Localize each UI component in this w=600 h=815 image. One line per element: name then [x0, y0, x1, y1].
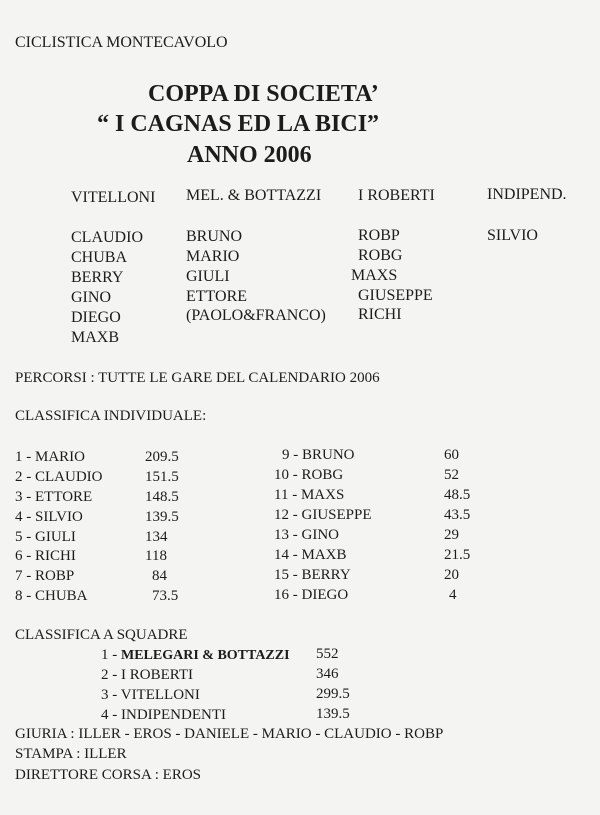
team-member: CLAUDIO	[71, 229, 143, 246]
team-member: DIEGO	[71, 309, 121, 326]
stampa-text: STAMPA : ILLER	[15, 746, 127, 762]
individual-points: 209.5	[145, 449, 179, 465]
percorsi-text: PERCORSI : TUTTE LE GARE DEL CALENDARIO 2006	[15, 370, 380, 386]
individual-points: 48.5	[444, 487, 471, 503]
individual-points: 21.5	[444, 547, 471, 563]
team-member: BRUNO	[186, 228, 243, 245]
squadre-rank: 1 -	[101, 647, 121, 663]
individual-points: 52	[444, 467, 459, 483]
team-header: INDIPEND.	[487, 186, 567, 203]
squadre-row	[101, 686, 200, 704]
direttore-text: DIRETTORE CORSA : EROS	[15, 767, 201, 783]
squadre-points: 139.5	[316, 706, 350, 722]
team-member: MAXS	[351, 267, 398, 284]
squadre-row	[101, 706, 226, 724]
individual-rank: 7 - ROBP	[15, 568, 75, 584]
individual-points: 29	[444, 527, 459, 543]
squadre-points: 299.5	[316, 686, 350, 702]
individual-rank: 6 - RICHI	[15, 548, 76, 564]
team-header: I ROBERTI	[358, 187, 435, 204]
team-member: GIULI	[186, 268, 230, 285]
squadre-name: I ROBERTI	[121, 667, 194, 683]
squadre-name: MELEGARI & BOTTAZZI	[121, 648, 290, 663]
individual-rank: 2 - CLAUDIO	[15, 469, 103, 485]
title-line-3: ANNO 2006	[187, 142, 312, 168]
individual-points: 20	[444, 567, 459, 583]
individual-rank: 14 - MAXB	[274, 547, 347, 563]
individual-rank: 16 - DIEGO	[274, 587, 349, 603]
team-member: GIUSEPPE	[358, 287, 433, 304]
team-member: MAXB	[71, 329, 120, 346]
title-line-2: “ I CAGNAS ED LA BICI”	[97, 111, 380, 137]
individual-rank: 1 - MARIO	[15, 449, 85, 465]
individual-rank: 13 - GINO	[274, 527, 339, 543]
individual-points: 134	[145, 529, 168, 545]
squadre-rank: 3 -	[101, 687, 121, 703]
individual-points: 139.5	[145, 509, 179, 525]
individual-heading: CLASSIFICA INDIVIDUALE:	[15, 408, 207, 424]
individual-rank: 3 - ETTORE	[15, 489, 93, 505]
team-member: CHUBA	[71, 249, 128, 266]
individual-points: 148.5	[145, 489, 179, 505]
team-header: VITELLONI	[71, 189, 156, 206]
team-member: ETTORE	[186, 288, 248, 305]
team-member: (PAOLO&FRANCO)	[186, 307, 326, 324]
squadre-points: 552	[316, 646, 339, 662]
giuria-text: GIURIA : ILLER - EROS - DANIELE - MARIO - CLAUDIO - ROBP	[15, 726, 444, 742]
team-member: ROBG	[358, 247, 403, 264]
individual-rank: 12 - GIUSEPPE	[274, 507, 372, 523]
individual-rank: 11 - MAXS	[274, 487, 345, 503]
individual-points: 4	[449, 587, 457, 603]
team-member: MARIO	[186, 248, 240, 265]
team-member: BERRY	[71, 269, 124, 286]
squadre-row	[101, 646, 290, 665]
individual-points: 118	[145, 548, 167, 564]
individual-rank: 9 - BRUNO	[282, 447, 355, 463]
individual-rank: 10 - ROBG	[274, 467, 344, 483]
squadre-row	[101, 666, 193, 684]
team-member: ROBP	[358, 227, 400, 244]
club-name: CICLISTICA MONTECAVOLO	[15, 34, 228, 51]
individual-points: 151.5	[145, 469, 179, 485]
individual-points: 60	[444, 447, 459, 463]
title-line-1: COPPA DI SOCIETA’	[148, 81, 379, 107]
individual-rank: 5 - GIULI	[15, 529, 76, 545]
individual-rank: 4 - SILVIO	[15, 509, 83, 525]
individual-points: 84	[152, 568, 167, 584]
squadre-name: VITELLONI	[120, 687, 200, 703]
individual-points: 43.5	[444, 507, 471, 523]
individual-rank: 8 - CHUBA	[15, 588, 88, 604]
squadre-heading: CLASSIFICA A SQUADRE	[15, 627, 188, 643]
squadre-name: INDIPENDENTI	[121, 707, 226, 723]
squadre-rank: 4 -	[101, 707, 121, 723]
team-member: GINO	[71, 289, 111, 306]
squadre-rank: 2 -	[101, 667, 121, 683]
individual-rank: 15 - BERRY	[274, 567, 351, 583]
squadre-points: 346	[316, 666, 339, 682]
team-header: MEL. & BOTTAZZI	[186, 187, 322, 204]
individual-points: 73.5	[152, 588, 179, 604]
team-member: SILVIO	[487, 227, 538, 244]
team-member: RICHI	[358, 306, 402, 323]
